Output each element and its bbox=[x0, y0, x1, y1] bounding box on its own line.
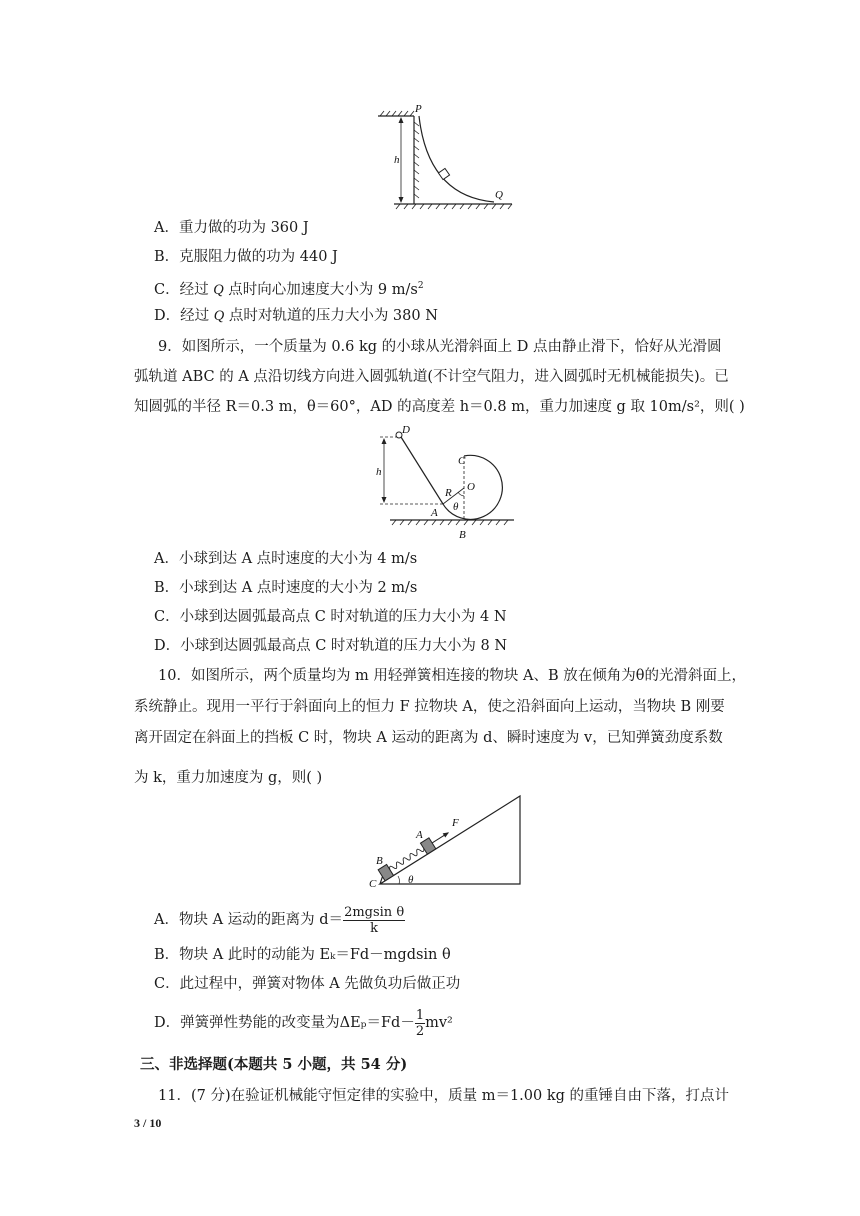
q9-option-b: B．小球到达 A 点时速度的大小为 2 m/s bbox=[154, 580, 418, 596]
fig2-label-a: A bbox=[431, 507, 438, 519]
q9-option-c: C．小球到达圆弧最高点 C 时对轨道的压力大小为 4 N bbox=[154, 609, 507, 625]
fig2-label-h: h bbox=[376, 466, 382, 478]
q11-text-line1: 11．(7 分)在验证机械能守恒定律的实验中，质量 m＝1.00 kg 的重锤自由下落，打点计 bbox=[158, 1088, 730, 1104]
q9-text-line1: 9．如图所示，一个质量为 0.6 kg 的小球从光滑斜面上 D 点由静止滑下，恰好从光滑圆 bbox=[158, 339, 722, 355]
fig3-label-theta: θ bbox=[408, 874, 414, 886]
q9-text-line2: 弧轨道 ABC 的 A 点沿切线方向进入圆弧轨道(不计空气阻力，进入圆弧时无机械能损失)。已 bbox=[134, 369, 729, 385]
q10-option-b: B．物块 A 此时的动能为 Eₖ＝Fd－mgdsin θ bbox=[154, 947, 451, 963]
page-number: 3 / 10 bbox=[134, 1116, 162, 1130]
section-heading: 三、非选择题(本题共 5 小题，共 54 分) bbox=[140, 1056, 408, 1073]
fig3-label-c: C bbox=[369, 878, 377, 890]
fig2-label-b: B bbox=[459, 529, 466, 541]
q8-option-a: A．重力做的功为 360 J bbox=[154, 220, 309, 236]
q10-text-line1: 10．如图所示，两个质量均为 m 用轻弹簧相连接的物块 A、B 放在倾角为θ的光滑斜面上， bbox=[158, 668, 746, 684]
fig3-label-b: B bbox=[376, 855, 383, 867]
fig1-label-p: P bbox=[415, 103, 422, 115]
q10-text-line3: 离开固定在斜面上的挡板 C 时，物块 A 运动的距离为 d、瞬时速度为 v，已知弹簧劲度系数 bbox=[134, 730, 723, 746]
q10-text-line2: 系统静止。现用一平行于斜面向上的恒力 F 拉物块 A，使之沿斜面向上运动，当物块 B 刚要 bbox=[134, 699, 725, 715]
q10-option-a: A．物块 A 运动的距离为 d＝ $\frac{\text{2mgsin θ}}{k}$ bbox=[154, 904, 405, 936]
figure-incline-circle bbox=[370, 420, 520, 544]
q10-option-d: D．弹簧弹性势能的改变量为ΔEₚ＝Fd－ $\frac{1}{2}$ mv² bbox=[154, 1007, 453, 1039]
fig2-label-r: R bbox=[445, 487, 452, 499]
fig2-label-theta: θ bbox=[453, 501, 459, 513]
fig2-label-o: O bbox=[467, 481, 475, 493]
fig1-label-q: Q bbox=[495, 189, 503, 201]
fig3-label-f: F bbox=[452, 817, 459, 829]
fraction: $\frac{1}{2}$ bbox=[415, 1007, 425, 1039]
fraction: $\frac{\text{2mgsin θ}}{k}$ bbox=[344, 904, 405, 936]
q10-text-line4: 为 k，重力加速度为 g，则( ) bbox=[134, 770, 323, 786]
figure-curved-track bbox=[370, 100, 520, 212]
q10-option-c: C．此过程中，弹簧对物体 A 先做负功后做正功 bbox=[154, 976, 461, 992]
q9-option-d: D．小球到达圆弧最高点 C 时对轨道的压力大小为 8 N bbox=[154, 638, 508, 654]
figure-incline-spring bbox=[366, 792, 526, 890]
fig2-label-c: C bbox=[458, 455, 466, 467]
fig2-label-d: D bbox=[402, 424, 410, 436]
fig3-label-a: A bbox=[416, 829, 423, 841]
q8-option-d: D．经过 Q 点时对轨道的压力大小为 380 N bbox=[154, 308, 438, 324]
q8-option-c: C．经过 Q 点时向心加速度大小为 9 $m/s^2$ bbox=[154, 281, 424, 298]
q8-option-b: B．克服阻力做的功为 440 J bbox=[154, 249, 338, 265]
q9-text-line3: 知圆弧的半径 R＝0.3 m，θ＝60°，AD 的高度差 h＝0.8 m，重力加速度 g 取 10m/s²，则( ) bbox=[134, 399, 745, 415]
fig1-label-h: h bbox=[394, 154, 400, 166]
q9-option-a: A．小球到达 A 点时速度的大小为 4 m/s bbox=[154, 551, 418, 567]
